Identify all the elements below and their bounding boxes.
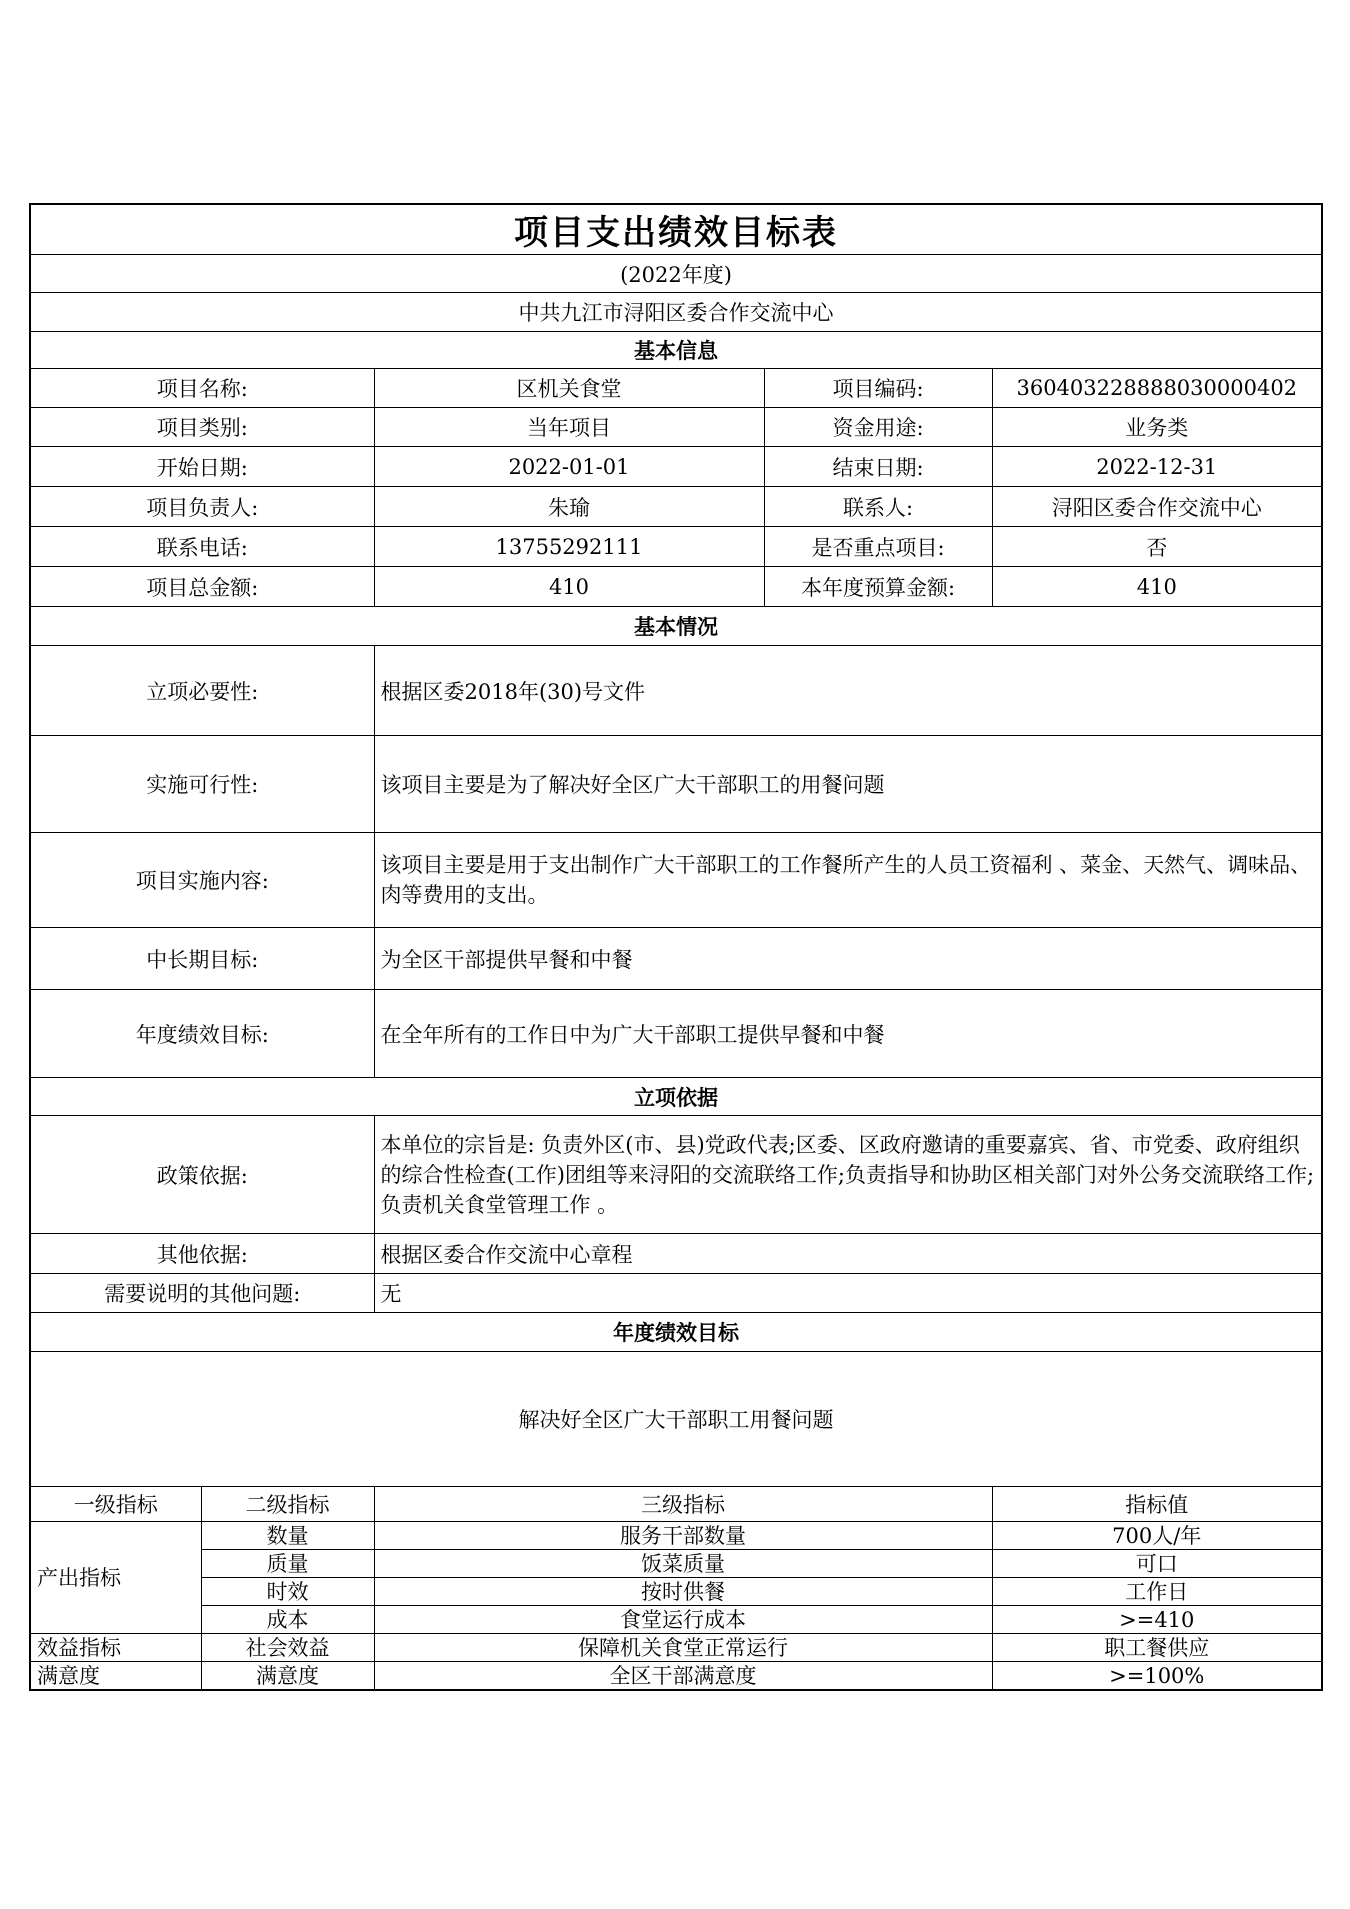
year-label: (2022年度) xyxy=(30,255,1322,293)
section-basis: 立项依据 xyxy=(30,1078,1322,1116)
indicator-value: 700人/年 xyxy=(992,1522,1322,1550)
annual-goal-label: 年度绩效目标: xyxy=(30,990,374,1078)
indicator-level2: 质量 xyxy=(201,1550,374,1578)
indicator-level3: 按时供餐 xyxy=(374,1578,992,1606)
other-basis-label: 其他依据: xyxy=(30,1234,374,1274)
indicator-row-satisfaction xyxy=(30,1662,1322,1691)
content-value: 该项目主要是用于支出制作广大干部职工的工作餐所产生的人员工资福利 、菜金、天然气、调味品、肉等费用的支出。 xyxy=(374,833,1322,928)
indicator-row xyxy=(30,1550,1322,1578)
project-code-value: 360403228888030000402 xyxy=(992,369,1322,408)
benefit-indicator-label: 效益指标 xyxy=(30,1634,201,1662)
indicator-level3: 保障机关食堂正常运行 xyxy=(374,1634,992,1662)
necessity-value: 根据区委2018年(30)号文件 xyxy=(374,646,1322,736)
fund-use-label: 资金用途: xyxy=(764,408,992,447)
header-level1: 一级指标 xyxy=(30,1487,201,1522)
annual-goal-text: 解决好全区广大干部职工用餐问题 xyxy=(30,1352,1322,1487)
indicator-value: 职工餐供应 xyxy=(992,1634,1322,1662)
indicator-level2: 成本 xyxy=(201,1606,374,1634)
leader-value: 朱瑜 xyxy=(374,487,764,527)
policy-basis-label: 政策依据: xyxy=(30,1116,374,1234)
key-project-value: 否 xyxy=(992,527,1322,567)
policy-basis-value: 本单位的宗旨是: 负责外区(市、县)党政代表;区委、区政府邀请的重要嘉宾、省、市党委、政府组织的综合性检查(工作)团组等来浔阳的交流联络工作;负责指导和协助区相关部门对外公务交流联络工作;负责机关食堂管理工作 。 xyxy=(374,1116,1322,1234)
page-title: 项目支出绩效目标表 xyxy=(30,204,1322,255)
end-date-label: 结束日期: xyxy=(764,447,992,487)
feasibility-value: 该项目主要是为了解决好全区广大干部职工的用餐问题 xyxy=(374,736,1322,833)
phone-value: 13755292111 xyxy=(374,527,764,567)
indicator-value: 工作日 xyxy=(992,1578,1322,1606)
leader-label: 项目负责人: xyxy=(30,487,374,527)
indicator-row xyxy=(30,1522,1322,1550)
longterm-goal-value: 为全区干部提供早餐和中餐 xyxy=(374,928,1322,990)
indicator-value: 可口 xyxy=(992,1550,1322,1578)
contact-label: 联系人: xyxy=(764,487,992,527)
necessity-label: 立项必要性: xyxy=(30,646,374,736)
fund-use-value: 业务类 xyxy=(992,408,1322,447)
indicator-level2: 满意度 xyxy=(201,1662,374,1691)
project-type-value: 当年项目 xyxy=(374,408,764,447)
indicator-level2: 社会效益 xyxy=(201,1634,374,1662)
indicator-row-benefit xyxy=(30,1634,1322,1662)
project-type-label: 项目类别: xyxy=(30,408,374,447)
content-label: 项目实施内容: xyxy=(30,833,374,928)
performance-target-table xyxy=(29,203,1323,1691)
annual-goal-value: 在全年所有的工作日中为广大干部职工提供早餐和中餐 xyxy=(374,990,1322,1078)
phone-label: 联系电话: xyxy=(30,527,374,567)
satisfaction-indicator-label: 满意度 xyxy=(30,1662,201,1691)
key-project-label: 是否重点项目: xyxy=(764,527,992,567)
indicator-level2: 时效 xyxy=(201,1578,374,1606)
start-date-value: 2022-01-01 xyxy=(374,447,764,487)
annual-budget-value: 410 xyxy=(992,567,1322,607)
contact-value: 浔阳区委合作交流中心 xyxy=(992,487,1322,527)
section-annual-goal: 年度绩效目标 xyxy=(30,1313,1322,1352)
section-basic-situation: 基本情况 xyxy=(30,607,1322,646)
indicator-level3: 食堂运行成本 xyxy=(374,1606,992,1634)
annual-budget-label: 本年度预算金额: xyxy=(764,567,992,607)
header-level2: 二级指标 xyxy=(201,1487,374,1522)
end-date-value: 2022-12-31 xyxy=(992,447,1322,487)
total-amount-value: 410 xyxy=(374,567,764,607)
longterm-goal-label: 中长期目标: xyxy=(30,928,374,990)
total-amount-label: 项目总金额: xyxy=(30,567,374,607)
indicator-row xyxy=(30,1578,1322,1606)
indicator-level3: 全区干部满意度 xyxy=(374,1662,992,1691)
performance-target-sheet xyxy=(29,203,1321,1691)
indicator-value: >=100% xyxy=(992,1662,1322,1691)
section-basic-info: 基本信息 xyxy=(30,332,1322,369)
start-date-label: 开始日期: xyxy=(30,447,374,487)
indicator-level3: 饭菜质量 xyxy=(374,1550,992,1578)
project-code-label: 项目编码: xyxy=(764,369,992,408)
header-value: 指标值 xyxy=(992,1487,1322,1522)
organization-name: 中共九江市浔阳区委合作交流中心 xyxy=(30,293,1322,332)
header-level3: 三级指标 xyxy=(374,1487,992,1522)
project-name-label: 项目名称: xyxy=(30,369,374,408)
other-issues-label: 需要说明的其他问题: xyxy=(30,1274,374,1313)
indicator-level3: 服务干部数量 xyxy=(374,1522,992,1550)
other-issues-value: 无 xyxy=(374,1274,1322,1313)
output-indicator-label: 产出指标 xyxy=(30,1522,201,1634)
feasibility-label: 实施可行性: xyxy=(30,736,374,833)
indicator-row xyxy=(30,1606,1322,1634)
indicator-level2: 数量 xyxy=(201,1522,374,1550)
other-basis-value: 根据区委合作交流中心章程 xyxy=(374,1234,1322,1274)
indicator-value: >=410 xyxy=(992,1606,1322,1634)
project-name-value: 区机关食堂 xyxy=(374,369,764,408)
